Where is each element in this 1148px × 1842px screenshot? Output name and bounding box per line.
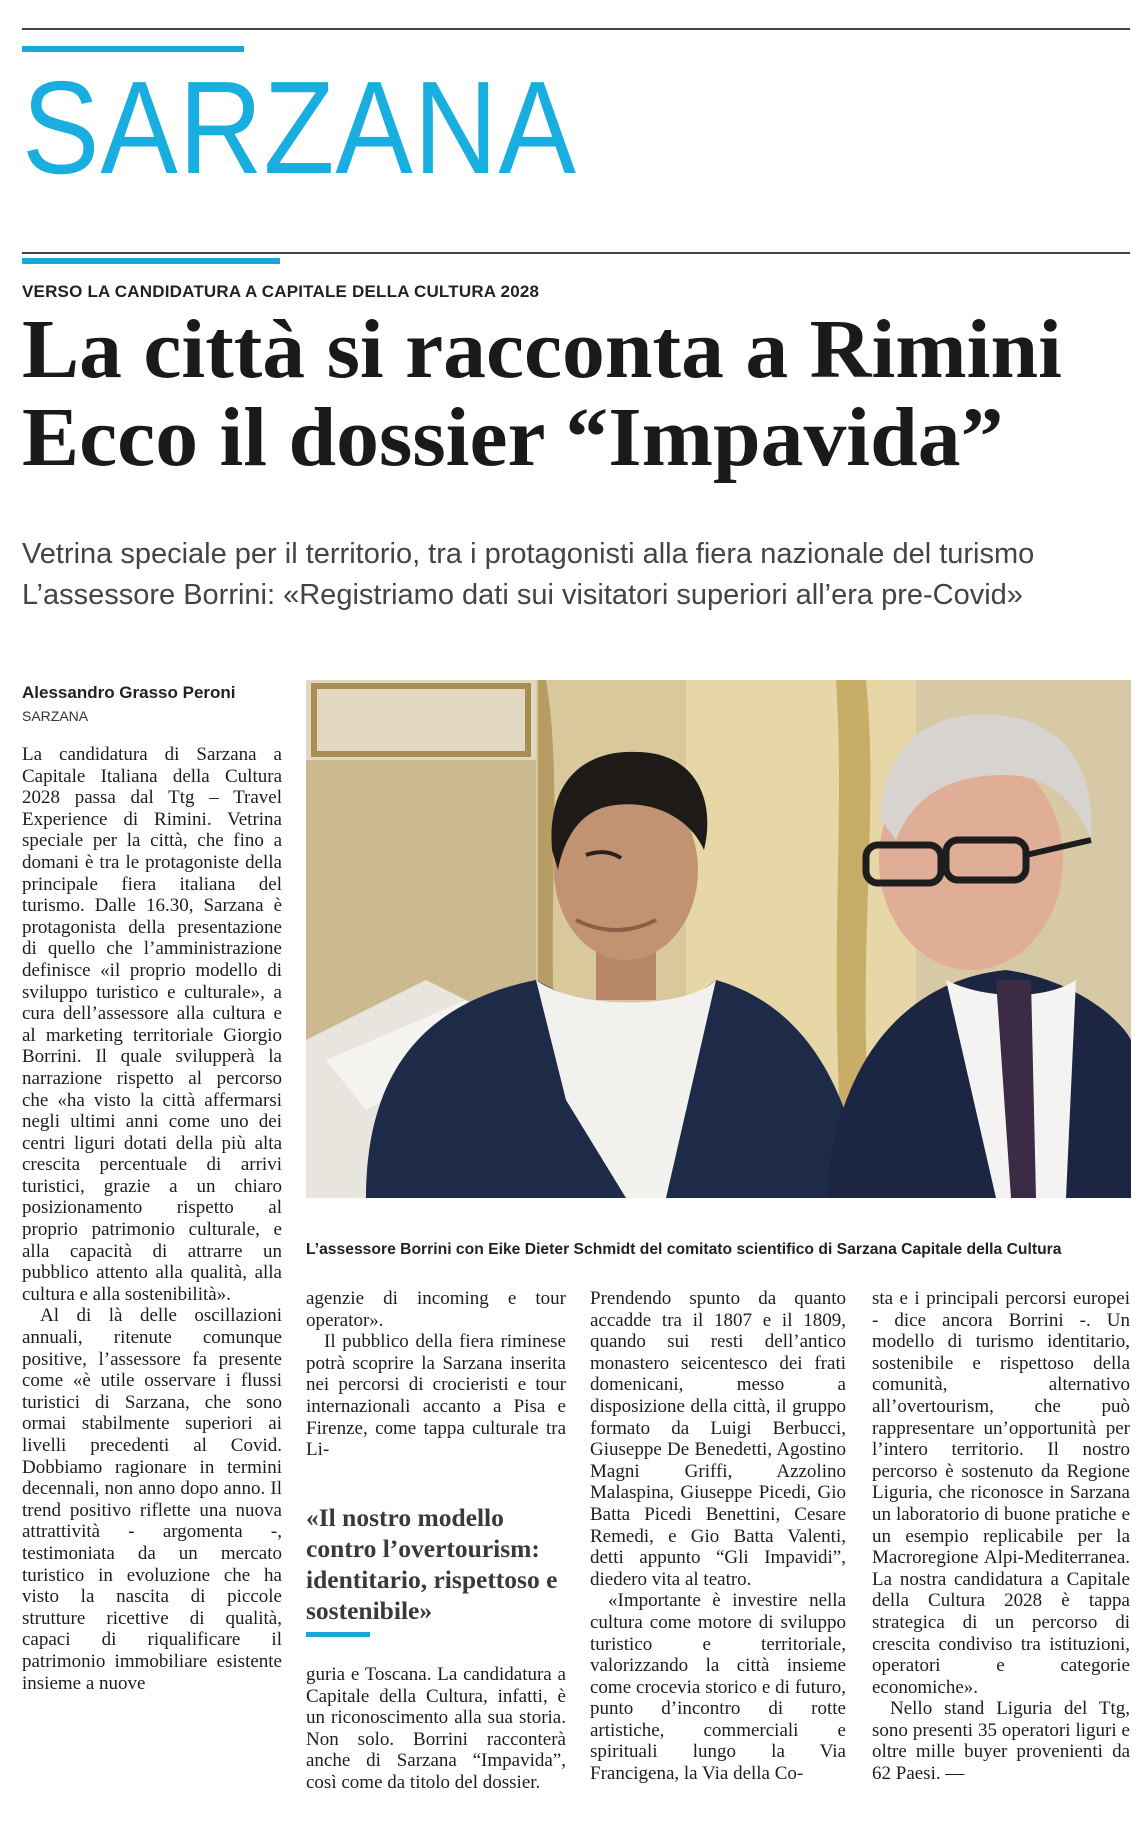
header-rule — [22, 252, 1130, 254]
paragraph: Prendendo spunto da quanto accadde tra il 1807 e il 1809, quando sui resti dell’antico monastero seicentesco dei frati domenicani, messo a disposizione della città, il gruppo formato da Luigi Berbucci, Giuseppe De Benedetti, Agostino Magni Griffi, Azzolino Malaspina, Giuseppe Picedi, Gio Batta Picedi Benettini, Cesare Remedi, e Gio Batta Valenti, detti appunto “Gli Impavidi”, diedero vita al teatro. — [590, 1288, 846, 1590]
paragraph: Al di là delle oscillazioni annuali, ritenute comunque positive, l’assessore fa presente come «è utile osservare i flussi turistici di Sarzana, che sono ormai stabilmente superiori ai livelli precedenti al Covid. Dobbiamo ragionare in termini decennali, non anno dopo anno. Il trend positivo riflette una nuova attrattività - argomenta -, testimoniata da un mercato turistico in evoluzione che ha visto la nascita di piccole strutture ricettive di qualità, capaci di riqualificare il patrimonio immobiliare esistente insieme a nuove — [22, 1305, 282, 1694]
headline-line-2: Ecco il dossier “Impavida” — [22, 391, 1004, 484]
article-photo — [306, 680, 1131, 1198]
pull-quote: «Il nostro modello contro l’overtourism: identitario, rispettoso e sostenibile» — [306, 1503, 558, 1625]
paragraph: Nello stand Liguria del Ttg, sono presenti 35 operatori liguri e oltre mille buyer provenienti da 62 Paesi. — — [872, 1698, 1130, 1785]
paragraph: sta e i principali percorsi europei - dice ancora Borrini -. Un modello di turismo identitario, sostenibile e rispettoso della comunità, alternativo all’overtourism, che può rappresentare un’opportunità per l’intero territorio. Il nostro percorso è sostenuto da Regione Liguria, che riconosce in Sarzana un laboratorio di buone pratiche e un esempio replicabile per la Macroregione Alpi-Mediterranea. La nostra candidatura a Capitale della Cultura 2028 è tappa strategica di un percorso di crescita condiviso tra istituzioni, operatori e categorie economiche». — [872, 1288, 1130, 1698]
paragraph: guria e Toscana. La candidatura a Capitale della Cultura, infatti, è un riconoscimento alla sua storia. Non solo. Borrini racconterà anche di Sarzana “Impavida”, così come da titolo del dossier. — [306, 1664, 566, 1793]
article-column-1 — [22, 744, 282, 1834]
subheadline-line-1: Vetrina speciale per il territorio, tra i protagonisti alla fiera nazionale del turismo — [22, 538, 1035, 570]
dateline: SARZANA — [22, 708, 89, 724]
headline-line-1: La città si racconta a Rimini — [22, 303, 1062, 396]
section-title: SARZANA — [22, 54, 577, 201]
subheadline — [22, 534, 1142, 616]
section-accent-bar — [22, 46, 244, 52]
headline — [22, 303, 1148, 484]
subheadline-line-2: L’assessore Borrini: «Registriamo dati sui visitatori superiori all’era pre-Covid» — [22, 579, 1023, 611]
top-rule — [22, 28, 1130, 30]
article-column-3 — [590, 1288, 846, 1836]
byline: Alessandro Grasso Peroni — [22, 683, 236, 702]
kicker: VERSO LA CANDIDATURA A CAPITALE DELLA CULTURA 2028 — [22, 282, 540, 301]
paragraph: agenzie di incoming e tour operator». — [306, 1288, 566, 1331]
kicker-accent-bar — [22, 258, 280, 264]
photo-caption: L’assessore Borrini con Eike Dieter Schmidt del comitato scientifico di Sarzana Capitale della Cultura — [306, 1241, 1062, 1258]
article-column-2-top — [306, 1288, 566, 1488]
article-column-2-bottom — [306, 1664, 566, 1836]
article-column-4 — [872, 1288, 1130, 1836]
paragraph: «Importante è investire nella cultura come motore di sviluppo turistico e territoriale, valorizzando la città insieme come crocevia storico e di futuro, punto d’incontro di rotte artistiche, commerciali e spirituali lungo la Via Francigena, la Via della Co- — [590, 1590, 846, 1785]
paragraph: Il pubblico della fiera riminese potrà scoprire la Sarzana inserita nei percorsi di crocieristi e tour internazionali accanto a Pisa e Firenze, come tappa culturale tra Li- — [306, 1331, 566, 1461]
pull-quote-accent-bar — [306, 1632, 370, 1637]
paragraph: La candidatura di Sarzana a Capitale Italiana della Cultura 2028 passa dal Ttg – Travel Experience di Rimini. Vetrina speciale per la città, che fino a domani è tra le protagoniste della principale fiera italiana del turismo. Dalle 16.30, Sarzana è protagonista della presentazione di quello che l’amministrazione definisce «il proprio modello di sviluppo turistico e culturale», a cura dell’assessore alla cultura e al marketing territoriale Giorgio Borrini. Il quale svilupperà la narrazione rispetto al percorso che «ha visto la città affermarsi negli ultimi anni come uno dei centri liguri dotati della più alta crescita percentuale di arrivi turistici, grazie a un chiaro posizionamento rispetto al proprio patrimonio culturale, e alla capacità di attrarre un pubblico attento alla qualità, alla cultura e alla sostenibilità». — [22, 744, 282, 1305]
